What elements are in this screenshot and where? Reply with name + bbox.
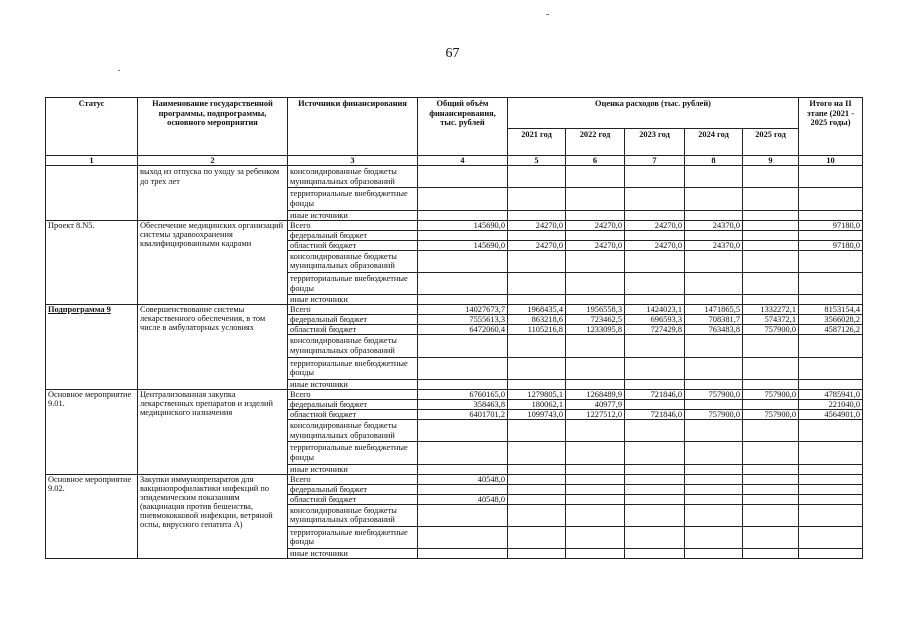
row-year-value [508, 464, 566, 474]
row-status: Подпрограмма 9 [46, 305, 138, 390]
row-year-value [625, 419, 685, 441]
row-year-value [743, 399, 799, 409]
row-year-value: 24270,0 [566, 240, 625, 250]
row-stage-total: 8153154,4 [799, 305, 863, 315]
row-source: федеральный бюджет [288, 484, 418, 494]
row-total [418, 549, 508, 559]
row-stage-total [799, 526, 863, 548]
row-name: Совершенствование системы лекарственного обеспечения, в том числе в амбулаторных условиях [138, 305, 288, 390]
header-estimate: Оценка расходов (тыс. рублей) [508, 98, 799, 129]
table-row [46, 474, 863, 484]
row-year-value [743, 442, 799, 464]
row-stage-total: 97180,0 [799, 240, 863, 250]
row-year-value: 1332272,1 [743, 305, 799, 315]
row-year-value: 727429,8 [625, 325, 685, 335]
row-year-value [743, 272, 799, 294]
row-stage-total [799, 335, 863, 357]
row-total: 145690,0 [418, 220, 508, 230]
header-name: Наименование государственной программы, подпрограммы, основного мероприятия [138, 98, 288, 156]
row-year-value: 40977,9 [566, 399, 625, 409]
row-year-value [508, 250, 566, 272]
row-stage-total [799, 230, 863, 240]
table-body [46, 166, 863, 559]
column-number: 2 [138, 156, 288, 166]
header-status: Статус [46, 98, 138, 156]
row-year-value [743, 474, 799, 484]
row-year-value [685, 250, 743, 272]
row-year-value: 757900,0 [743, 325, 799, 335]
row-year-value: 708381,7 [685, 315, 743, 325]
row-source: территориальные внебюджетные фонды [288, 357, 418, 379]
row-year-value [508, 166, 566, 188]
row-total: 40548,0 [418, 474, 508, 484]
row-year-value [625, 399, 685, 409]
row-year-value: 574372,1 [743, 315, 799, 325]
row-year-value [685, 357, 743, 379]
header-year: 2021 год [508, 129, 566, 156]
row-stage-total [799, 494, 863, 504]
row-year-value [566, 188, 625, 210]
row-name: Закупки иммунопрепаратов для вакцинопрофилактики инфекций по эпидемическим показаниям (вакцинация против бешенства, пневмококковой инфекции, ветряной оспы, вирусного гепатита А) [138, 474, 288, 559]
row-total [418, 166, 508, 188]
row-year-value: 24270,0 [508, 220, 566, 230]
row-year-value [743, 504, 799, 526]
row-year-value [625, 210, 685, 220]
row-year-value [508, 419, 566, 441]
row-total [418, 484, 508, 494]
row-total: 145690,0 [418, 240, 508, 250]
row-source: областной бюджет [288, 409, 418, 419]
row-year-value [743, 295, 799, 305]
row-year-value [685, 484, 743, 494]
row-year-value [625, 526, 685, 548]
row-year-value [566, 526, 625, 548]
row-year-value: 721846,0 [625, 409, 685, 419]
row-total [418, 335, 508, 357]
row-year-value [685, 399, 743, 409]
row-stage-total [799, 504, 863, 526]
row-year-value [625, 549, 685, 559]
row-year-value [685, 526, 743, 548]
row-year-value [685, 188, 743, 210]
row-year-value [508, 295, 566, 305]
row-stage-total: 3566028,2 [799, 315, 863, 325]
row-year-value [743, 464, 799, 474]
row-year-value [685, 379, 743, 389]
row-year-value [743, 357, 799, 379]
row-total: 6472060,4 [418, 325, 508, 335]
row-year-value [685, 166, 743, 188]
row-year-value: 1424023,1 [625, 305, 685, 315]
budget-table [45, 97, 863, 559]
row-status: Основное мероприятие 9.01. [46, 389, 138, 474]
row-total [418, 526, 508, 548]
row-year-value: 24370,0 [685, 220, 743, 230]
row-year-value [508, 474, 566, 484]
row-year-value [685, 210, 743, 220]
header-stage-total: Итого на II этапе (2021 - 2025 годы) [799, 98, 863, 156]
row-year-value [685, 549, 743, 559]
row-name: Централизованная закупка лекарственных препаратов и изделий медицинского назначения [138, 389, 288, 474]
header-total: Общий объём финансирования, тыс. рублей [418, 98, 508, 156]
column-number: 9 [743, 156, 799, 166]
header-sources: Источники финансирования [288, 98, 418, 156]
row-year-value [743, 379, 799, 389]
row-year-value [508, 272, 566, 294]
row-year-value: 757900,0 [743, 389, 799, 399]
row-source: областной бюджет [288, 494, 418, 504]
row-stage-total [799, 357, 863, 379]
row-year-value [566, 484, 625, 494]
row-source: областной бюджет [288, 240, 418, 250]
row-total [418, 230, 508, 240]
row-year-value [566, 474, 625, 484]
row-year-value [743, 220, 799, 230]
row-source: иные источники [288, 549, 418, 559]
column-number: 6 [566, 156, 625, 166]
row-year-value [743, 335, 799, 357]
row-year-value: 863218,6 [508, 315, 566, 325]
row-year-value [508, 526, 566, 548]
row-total: 6401701,2 [418, 409, 508, 419]
row-source: Всего [288, 305, 418, 315]
row-year-value [566, 272, 625, 294]
row-stage-total [799, 272, 863, 294]
row-year-value [566, 504, 625, 526]
row-source: областной бюджет [288, 325, 418, 335]
row-total [418, 295, 508, 305]
row-year-value [625, 494, 685, 504]
row-year-value: 1956558,3 [566, 305, 625, 315]
row-total [418, 504, 508, 526]
row-status: Проект 8.N5. [46, 220, 138, 305]
row-year-value [625, 335, 685, 357]
row-source: иные источники [288, 379, 418, 389]
row-source: территориальные внебюджетные фонды [288, 442, 418, 464]
row-source: иные источники [288, 210, 418, 220]
row-year-value [743, 210, 799, 220]
row-year-value [566, 230, 625, 240]
row-year-value [625, 484, 685, 494]
row-year-value [685, 335, 743, 357]
row-year-value [625, 442, 685, 464]
row-year-value: 1233095,8 [566, 325, 625, 335]
row-total: 358463,8 [418, 399, 508, 409]
column-number: 3 [288, 156, 418, 166]
row-year-value [743, 419, 799, 441]
row-source: территориальные внебюджетные фонды [288, 272, 418, 294]
row-year-value [508, 335, 566, 357]
row-year-value [743, 494, 799, 504]
row-stage-total [799, 379, 863, 389]
row-year-value [625, 474, 685, 484]
row-year-value [743, 526, 799, 548]
row-year-value: 24270,0 [625, 220, 685, 230]
row-year-value [685, 504, 743, 526]
column-number: 5 [508, 156, 566, 166]
column-number: 1 [46, 156, 138, 166]
row-status [46, 166, 138, 221]
row-year-value [508, 188, 566, 210]
row-year-value [743, 484, 799, 494]
row-year-value [508, 504, 566, 526]
header-year: 2024 год [685, 129, 743, 156]
row-source: Всего [288, 474, 418, 484]
row-year-value: 763483,8 [685, 325, 743, 335]
row-stage-total [799, 442, 863, 464]
row-stage-total [799, 419, 863, 441]
row-total: 7555613,3 [418, 315, 508, 325]
row-year-value [743, 250, 799, 272]
row-year-value: 1279805,1 [508, 389, 566, 399]
row-year-value [508, 210, 566, 220]
row-year-value [685, 442, 743, 464]
row-year-value [743, 230, 799, 240]
row-source: федеральный бюджет [288, 399, 418, 409]
column-number: 8 [685, 156, 743, 166]
row-source: территориальные внебюджетные фонды [288, 526, 418, 548]
header-year: 2023 год [625, 129, 685, 156]
row-stage-total [799, 484, 863, 494]
column-number: 7 [625, 156, 685, 166]
row-year-value [743, 188, 799, 210]
row-year-value [685, 464, 743, 474]
row-total: 14027673,7 [418, 305, 508, 315]
row-year-value [508, 494, 566, 504]
row-year-value [508, 357, 566, 379]
row-total [418, 210, 508, 220]
row-year-value [566, 419, 625, 441]
scan-speck [546, 14, 549, 15]
row-year-value: 24270,0 [566, 220, 625, 230]
row-source: консолидированные бюджеты муниципальных образований [288, 504, 418, 526]
row-year-value [508, 442, 566, 464]
row-year-value [566, 250, 625, 272]
table-row [46, 166, 863, 188]
row-year-value [566, 335, 625, 357]
row-source: территориальные внебюджетные фонды [288, 188, 418, 210]
row-year-value [625, 357, 685, 379]
row-year-value [685, 474, 743, 484]
row-year-value [566, 379, 625, 389]
row-stage-total [799, 549, 863, 559]
row-year-value [566, 464, 625, 474]
table-row [46, 389, 863, 399]
row-year-value [566, 295, 625, 305]
row-year-value [566, 494, 625, 504]
row-stage-total [799, 295, 863, 305]
row-source: консолидированные бюджеты муниципальных образований [288, 419, 418, 441]
row-year-value [625, 504, 685, 526]
page-number: 67 [445, 46, 460, 61]
row-source: Всего [288, 220, 418, 230]
row-name: выход из отпуска по уходу за ребенком до трех лет [138, 166, 288, 221]
row-year-value: 723462,5 [566, 315, 625, 325]
row-year-value [508, 230, 566, 240]
row-year-value [743, 166, 799, 188]
row-year-value [625, 188, 685, 210]
row-total [418, 442, 508, 464]
row-stage-total: 97180,0 [799, 220, 863, 230]
row-year-value [685, 272, 743, 294]
table-row [46, 305, 863, 315]
row-stage-total [799, 250, 863, 272]
row-source: консолидированные бюджеты муниципальных образований [288, 166, 418, 188]
row-year-value: 1105216,8 [508, 325, 566, 335]
column-number: 10 [799, 156, 863, 166]
row-year-value [685, 419, 743, 441]
scan-speck [118, 70, 120, 71]
row-year-value [625, 272, 685, 294]
row-total [418, 272, 508, 294]
row-year-value: 1099743,0 [508, 409, 566, 419]
row-total [418, 250, 508, 272]
row-stage-total [799, 464, 863, 474]
row-year-value [508, 549, 566, 559]
row-stage-total: 4785941,0 [799, 389, 863, 399]
row-stage-total: 4587126,2 [799, 325, 863, 335]
row-year-value: 180062,1 [508, 399, 566, 409]
row-year-value [685, 494, 743, 504]
row-year-value [566, 166, 625, 188]
row-total [418, 464, 508, 474]
row-year-value: 24270,0 [625, 240, 685, 250]
row-year-value [625, 230, 685, 240]
row-total [418, 188, 508, 210]
row-source: иные источники [288, 295, 418, 305]
row-total [418, 419, 508, 441]
row-year-value [566, 357, 625, 379]
row-year-value: 1268489,9 [566, 389, 625, 399]
row-year-value [625, 295, 685, 305]
row-source: федеральный бюджет [288, 230, 418, 240]
row-stage-total [799, 188, 863, 210]
row-year-value: 1968435,4 [508, 305, 566, 315]
row-year-value: 24270,0 [508, 240, 566, 250]
row-year-value [566, 210, 625, 220]
row-year-value: 757900,0 [743, 409, 799, 419]
row-year-value: 757900,0 [685, 409, 743, 419]
row-year-value [566, 442, 625, 464]
row-source: иные источники [288, 464, 418, 474]
header-year: 2025 год [743, 129, 799, 156]
row-year-value [625, 379, 685, 389]
row-source: Всего [288, 389, 418, 399]
row-source: консолидированные бюджеты муниципальных образований [288, 335, 418, 357]
row-stage-total [799, 166, 863, 188]
row-year-value [566, 549, 625, 559]
row-stage-total [799, 210, 863, 220]
row-year-value: 24370,0 [685, 240, 743, 250]
row-year-value [685, 230, 743, 240]
row-status: Основное мероприятие 9.02. [46, 474, 138, 559]
row-name: Обеспечение медицинских организаций системы здравоохранения квалифицированными кадрами [138, 220, 288, 305]
row-total: 40548,0 [418, 494, 508, 504]
row-year-value [508, 484, 566, 494]
row-stage-total [799, 474, 863, 484]
table-row [46, 220, 863, 230]
row-year-value: 696593,3 [625, 315, 685, 325]
row-total [418, 379, 508, 389]
row-year-value [508, 379, 566, 389]
header-year: 2022 год [566, 129, 625, 156]
row-stage-total: 4564901,0 [799, 409, 863, 419]
row-year-value: 1471865,5 [685, 305, 743, 315]
row-total [418, 357, 508, 379]
row-total: 6760165,0 [418, 389, 508, 399]
row-year-value [625, 166, 685, 188]
row-source: консолидированные бюджеты муниципальных образований [288, 250, 418, 272]
row-year-value: 757900,0 [685, 389, 743, 399]
row-year-value [743, 549, 799, 559]
row-year-value [625, 464, 685, 474]
column-number: 4 [418, 156, 508, 166]
row-year-value [743, 240, 799, 250]
row-year-value [685, 295, 743, 305]
row-year-value: 1227512,0 [566, 409, 625, 419]
row-year-value [625, 250, 685, 272]
row-year-value: 721846,0 [625, 389, 685, 399]
row-source: федеральный бюджет [288, 315, 418, 325]
row-stage-total: 221040,0 [799, 399, 863, 409]
